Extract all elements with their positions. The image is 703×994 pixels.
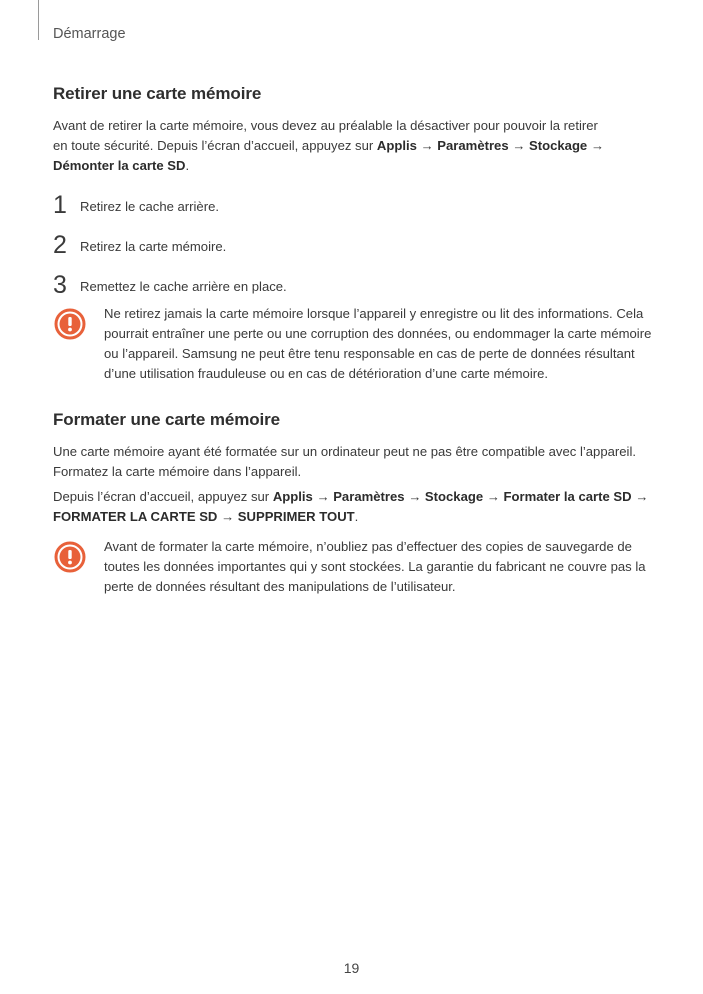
- format-para: Une carte mémoire ayant été formatée sur un ordinateur peut ne pas être compatible avec l’appareil. Formatez la carte mémoire dans l’appareil.: [53, 444, 636, 479]
- path-demonter: Démonter la carte SD: [53, 158, 186, 173]
- arrow: →: [316, 489, 330, 504]
- step-text: Retirez la carte mémoire.: [80, 239, 227, 254]
- remove-intro: [53, 116, 613, 176]
- format-intro: [53, 487, 653, 527]
- arrow: →: [590, 138, 604, 153]
- step-number: 2: [53, 231, 67, 259]
- path-stockage: Stockage: [529, 138, 588, 153]
- arrow: →: [486, 489, 500, 504]
- arrow: →: [512, 138, 526, 153]
- steps-list: [53, 190, 653, 304]
- chapter-title: Démarrage: [53, 26, 126, 42]
- caution-notice: [53, 537, 653, 597]
- format-intro-text: Depuis l’écran d’accueil, appuyez sur: [53, 489, 273, 504]
- step-number: 3: [53, 271, 67, 299]
- step-number: 1: [53, 191, 67, 219]
- step-1: [53, 190, 653, 230]
- path-supprimer: SUPPRIMER TOUT: [237, 509, 355, 524]
- path-parametres: Paramètres: [333, 489, 405, 504]
- caution-notice: [53, 304, 653, 384]
- section-title-format: Formater une carte mémoire: [53, 410, 280, 429]
- caution-icon: [54, 308, 86, 340]
- step-text: Retirez le cache arrière.: [80, 199, 219, 214]
- section-title-remove: Retirer une carte mémoire: [53, 84, 262, 103]
- path-applis: Applis: [272, 489, 313, 504]
- caution-icon: [54, 541, 86, 573]
- arrow: →: [635, 489, 649, 504]
- main-content: [53, 84, 653, 597]
- path-formater-upper: FORMATER LA CARTE SD: [53, 509, 218, 524]
- path-stockage: Stockage: [424, 489, 484, 504]
- page-number: 19: [343, 960, 360, 976]
- step-3: [53, 270, 653, 304]
- caution-text: Avant de formater la carte mémoire, n’oubliez pas d’effectuer des copies de sauvegarde de toutes les données importantes qui y sont stockées. La garantie du fabricant ne couvre pas la perte de données résultant des manipulations de l’utilisateur.: [104, 539, 646, 594]
- caution-text: Ne retirez jamais la carte mémoire lorsque l’appareil y enregistre ou lit des informations. Cela pourrait entraîner une perte ou une corruption des données, ou endommager la carte mémoire ou l’appareil. Samsung ne peut être tenu responsable en cas de perte de données résultant d’une utilisation frauduleuse ou en cas de détérioration d’une carte mémoire.: [104, 306, 652, 381]
- path-applis: Applis: [376, 138, 417, 153]
- remove-intro-text: Avant de retirer la carte mémoire, vous devez au préalable la désactiver pour pouvoir la retirer en toute sécurité. Depuis l’écran d’accueil, appuyez sur: [53, 118, 598, 153]
- arrow: →: [420, 138, 434, 153]
- path-formater-carte: Formater la carte SD: [503, 489, 632, 504]
- period: .: [185, 158, 190, 173]
- period: .: [354, 509, 359, 524]
- arrow: →: [221, 509, 235, 524]
- step-2: [53, 230, 653, 270]
- margin-rule: [38, 0, 39, 40]
- step-text: Remettez le cache arrière en place.: [80, 279, 287, 294]
- arrow: →: [408, 489, 422, 504]
- path-parametres: Paramètres: [437, 138, 509, 153]
